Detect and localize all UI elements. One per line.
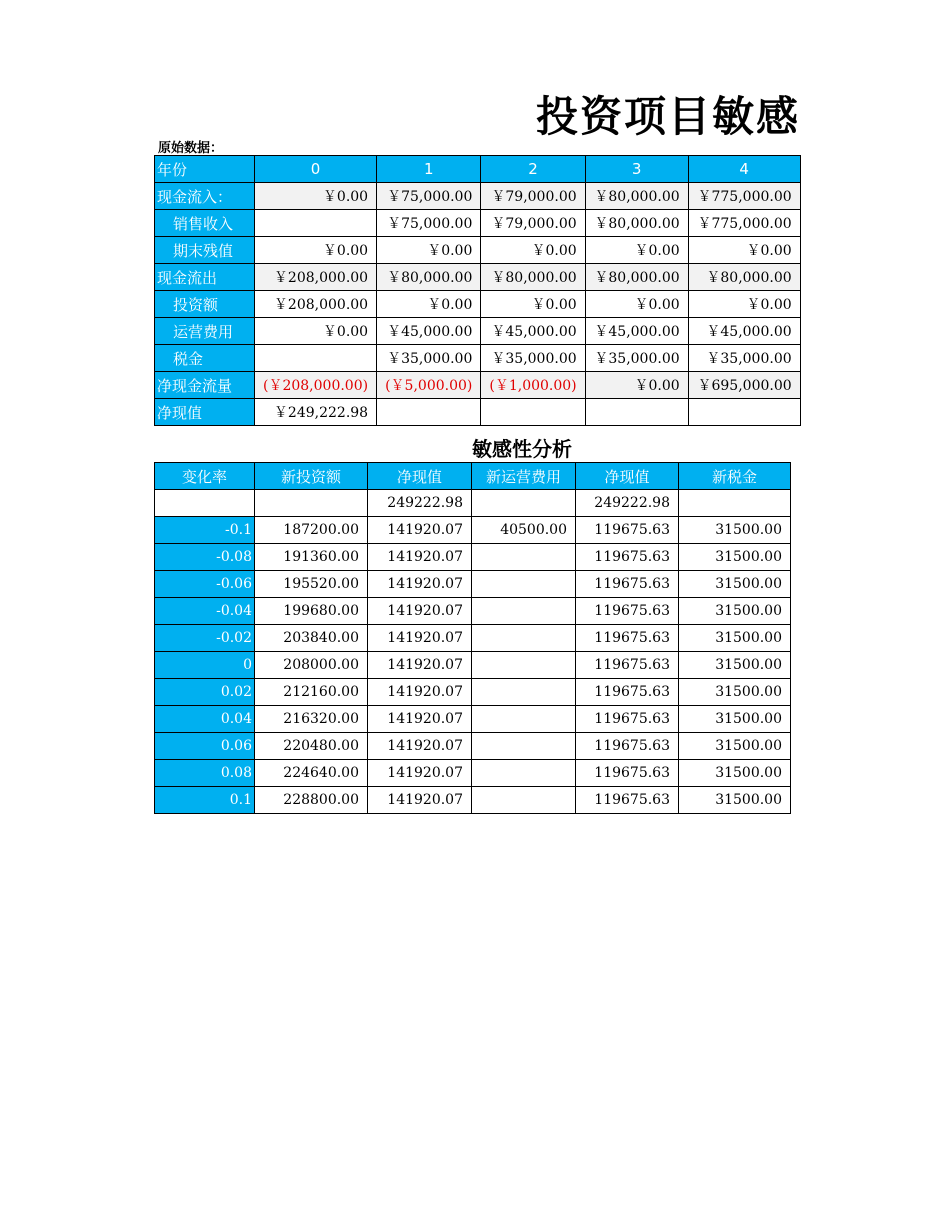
value-cell (585, 399, 688, 426)
rate-cell: 0.08 (155, 760, 255, 787)
value-cell: (￥1,000.00) (481, 372, 585, 399)
rate-cell: -0.06 (155, 571, 255, 598)
value-cell: ￥0.00 (585, 237, 688, 264)
value-cell: 187200.00 (255, 517, 368, 544)
row-label: 净现值 (155, 399, 255, 426)
value-cell: 119675.63 (576, 679, 679, 706)
value-cell (472, 544, 576, 571)
table-row (155, 264, 801, 291)
sensitivity-header-cell: 变化率 (155, 463, 255, 490)
table-row (155, 733, 791, 760)
sensitivity-header-cell: 新税金 (679, 463, 791, 490)
value-cell: ￥80,000.00 (585, 264, 688, 291)
value-cell: ￥0.00 (481, 291, 585, 318)
value-cell: 195520.00 (255, 571, 368, 598)
value-cell: 141920.07 (368, 652, 472, 679)
sensitivity-header-cell: 新运营费用 (472, 463, 576, 490)
table-row (155, 598, 791, 625)
value-cell: 216320.00 (255, 706, 368, 733)
table-row (155, 544, 791, 571)
value-cell: 228800.00 (255, 787, 368, 814)
table-row (155, 652, 791, 679)
value-cell: 141920.07 (368, 625, 472, 652)
value-cell: ￥35,000.00 (688, 345, 800, 372)
value-cell: ￥35,000.00 (377, 345, 481, 372)
table-row (155, 787, 791, 814)
value-cell (472, 706, 576, 733)
value-cell: ￥0.00 (585, 291, 688, 318)
value-cell: ￥0.00 (481, 237, 585, 264)
value-cell: ￥80,000.00 (481, 264, 585, 291)
value-cell: 208000.00 (255, 652, 368, 679)
table-row (155, 679, 791, 706)
value-cell: ￥0.00 (688, 237, 800, 264)
table-row (155, 210, 801, 237)
value-cell: 141920.07 (368, 733, 472, 760)
value-cell: ￥45,000.00 (585, 318, 688, 345)
value-cell: 119675.63 (576, 706, 679, 733)
value-cell: 119675.63 (576, 625, 679, 652)
base-cell (472, 490, 576, 517)
rate-cell: -0.08 (155, 544, 255, 571)
value-cell: 119675.63 (576, 787, 679, 814)
original-data-label: 原始数据： (158, 141, 224, 156)
value-cell: 31500.00 (679, 787, 791, 814)
value-cell (255, 345, 377, 372)
page-title: 投资项目敏感 (536, 92, 801, 141)
value-cell: (￥208,000.00) (255, 372, 377, 399)
sensitivity-title: 敏感性分析 (472, 437, 572, 461)
base-cell: 249222.98 (368, 490, 472, 517)
year-header-cell: 2 (481, 156, 585, 183)
rate-cell: -0.04 (155, 598, 255, 625)
sensitivity-table (154, 462, 791, 814)
value-cell: 31500.00 (679, 625, 791, 652)
value-cell: 31500.00 (679, 706, 791, 733)
row-label: 现金流入： (155, 183, 255, 210)
value-cell: ￥0.00 (688, 291, 800, 318)
value-cell: ￥75,000.00 (377, 183, 481, 210)
rate-cell: -0.1 (155, 517, 255, 544)
value-cell (472, 679, 576, 706)
year-header-cell: 3 (585, 156, 688, 183)
value-cell (472, 652, 576, 679)
year-header-label: 年份 (155, 156, 255, 183)
value-cell: 119675.63 (576, 517, 679, 544)
value-cell: ￥208,000.00 (255, 264, 377, 291)
sensitivity-header-cell: 新投资额 (255, 463, 368, 490)
value-cell: ￥208,000.00 (255, 291, 377, 318)
value-cell: ￥80,000.00 (377, 264, 481, 291)
value-cell: 31500.00 (679, 598, 791, 625)
value-cell: ￥45,000.00 (481, 318, 585, 345)
value-cell: 119675.63 (576, 598, 679, 625)
value-cell (472, 625, 576, 652)
value-cell: ￥775,000.00 (688, 210, 800, 237)
value-cell: 119675.63 (576, 544, 679, 571)
value-cell: ￥695,000.00 (688, 372, 800, 399)
table-row (155, 517, 791, 544)
value-cell: ￥249,222.98 (255, 399, 377, 426)
row-label: 净现金流量 (155, 372, 255, 399)
value-cell: 141920.07 (368, 598, 472, 625)
value-cell: 141920.07 (368, 787, 472, 814)
value-cell (472, 598, 576, 625)
rate-cell: 0.06 (155, 733, 255, 760)
value-cell: 119675.63 (576, 733, 679, 760)
rate-cell: 0.02 (155, 679, 255, 706)
value-cell: 199680.00 (255, 598, 368, 625)
value-cell: 31500.00 (679, 517, 791, 544)
value-cell: ￥35,000.00 (585, 345, 688, 372)
value-cell: ￥0.00 (255, 183, 377, 210)
table-row (155, 625, 791, 652)
rate-cell: 0.1 (155, 787, 255, 814)
value-cell: 141920.07 (368, 706, 472, 733)
table-row (155, 237, 801, 264)
value-cell: ￥80,000.00 (585, 210, 688, 237)
value-cell (472, 733, 576, 760)
value-cell: 212160.00 (255, 679, 368, 706)
row-label: 现金流出 (155, 264, 255, 291)
row-label: 期末残值 (155, 237, 255, 264)
value-cell: 40500.00 (472, 517, 576, 544)
value-cell (255, 210, 377, 237)
value-cell: 31500.00 (679, 760, 791, 787)
row-label: 销售收入 (155, 210, 255, 237)
value-cell (472, 760, 576, 787)
value-cell: 119675.63 (576, 571, 679, 598)
base-cell (255, 490, 368, 517)
row-label: 税金 (155, 345, 255, 372)
rate-cell: 0 (155, 652, 255, 679)
table-row (155, 318, 801, 345)
value-cell: 31500.00 (679, 571, 791, 598)
sensitivity-header-row (155, 463, 791, 490)
row-label: 投资额 (155, 291, 255, 318)
value-cell: 203840.00 (255, 625, 368, 652)
value-cell (377, 399, 481, 426)
value-cell: ￥79,000.00 (481, 183, 585, 210)
table-row (155, 291, 801, 318)
row-label: 运营费用 (155, 318, 255, 345)
year-header-cell: 0 (255, 156, 377, 183)
value-cell: 119675.63 (576, 652, 679, 679)
base-row (155, 490, 791, 517)
base-cell (679, 490, 791, 517)
table-row (155, 706, 791, 733)
value-cell: ￥775,000.00 (688, 183, 800, 210)
value-cell: 220480.00 (255, 733, 368, 760)
sensitivity-header-cell: 净现值 (368, 463, 472, 490)
year-header-cell: 1 (377, 156, 481, 183)
value-cell: 119675.63 (576, 760, 679, 787)
year-header-cell: 4 (688, 156, 800, 183)
value-cell: 31500.00 (679, 733, 791, 760)
value-cell: 31500.00 (679, 679, 791, 706)
value-cell: 141920.07 (368, 544, 472, 571)
value-cell: ￥80,000.00 (688, 264, 800, 291)
value-cell: ￥35,000.00 (481, 345, 585, 372)
table-row (155, 399, 801, 426)
value-cell: ￥0.00 (585, 372, 688, 399)
table-row (155, 372, 801, 399)
base-cell (155, 490, 255, 517)
value-cell: ￥45,000.00 (688, 318, 800, 345)
table-row (155, 760, 791, 787)
original-data-table (154, 155, 801, 426)
rate-cell: 0.04 (155, 706, 255, 733)
value-cell (688, 399, 800, 426)
value-cell: ￥0.00 (255, 237, 377, 264)
value-cell (481, 399, 585, 426)
value-cell: ￥0.00 (255, 318, 377, 345)
value-cell: 31500.00 (679, 652, 791, 679)
value-cell: 141920.07 (368, 517, 472, 544)
value-cell: 31500.00 (679, 544, 791, 571)
value-cell: 141920.07 (368, 760, 472, 787)
sensitivity-header-cell: 净现值 (576, 463, 679, 490)
value-cell: 224640.00 (255, 760, 368, 787)
value-cell: ￥75,000.00 (377, 210, 481, 237)
base-cell: 249222.98 (576, 490, 679, 517)
table-row (155, 183, 801, 210)
value-cell (472, 787, 576, 814)
value-cell: ￥0.00 (377, 291, 481, 318)
value-cell (472, 571, 576, 598)
table-row (155, 571, 791, 598)
value-cell: ￥45,000.00 (377, 318, 481, 345)
value-cell: ￥0.00 (377, 237, 481, 264)
year-header-row (155, 156, 801, 183)
rate-cell: -0.02 (155, 625, 255, 652)
value-cell: ￥80,000.00 (585, 183, 688, 210)
value-cell: 141920.07 (368, 679, 472, 706)
value-cell: (￥5,000.00) (377, 372, 481, 399)
value-cell: 191360.00 (255, 544, 368, 571)
table-row (155, 345, 801, 372)
value-cell: 141920.07 (368, 571, 472, 598)
value-cell: ￥79,000.00 (481, 210, 585, 237)
